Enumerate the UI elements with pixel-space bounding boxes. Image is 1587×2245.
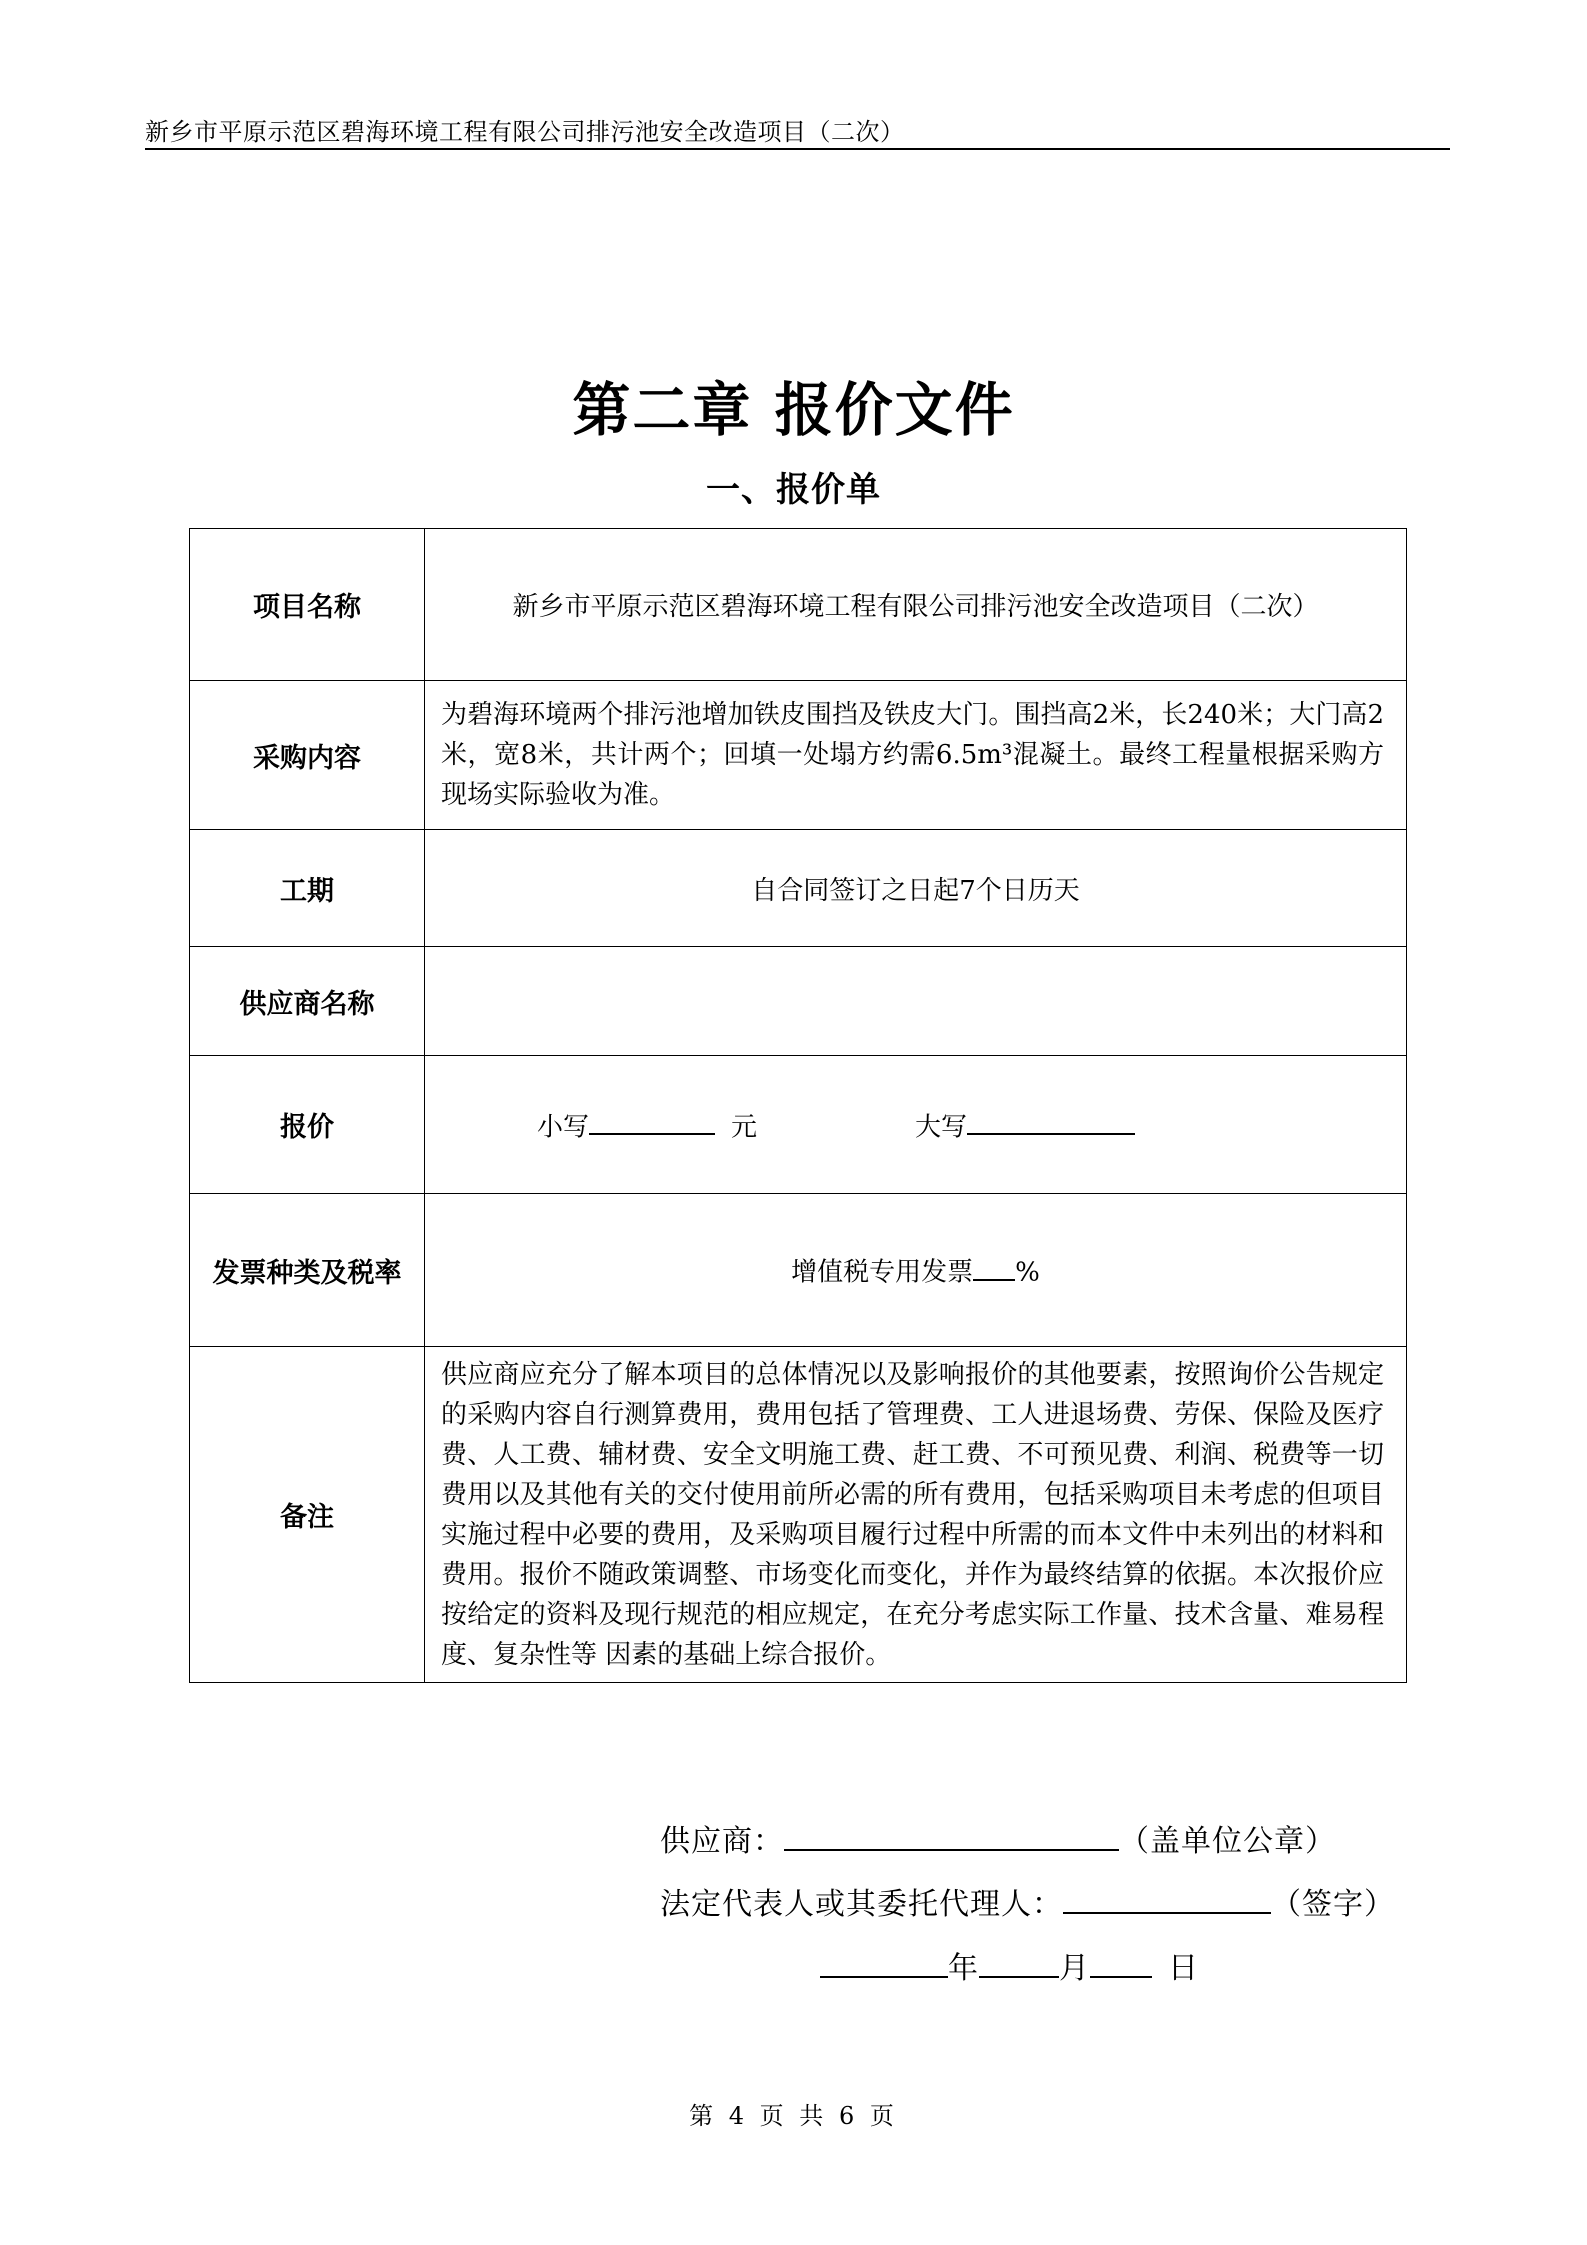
table-row	[190, 681, 1407, 830]
date-line	[820, 1943, 1199, 1987]
table-row	[190, 529, 1407, 681]
duration-label: 工期	[190, 830, 425, 947]
page-header: 新乡市平原示范区碧海环境工程有限公司排污池安全改造项目（二次）	[145, 118, 905, 146]
day-label: 日	[1168, 1951, 1199, 1986]
price-label: 报价	[190, 1056, 425, 1194]
tax-rate-suffix: %	[1015, 1257, 1040, 1288]
supplier-signature-line	[660, 1816, 1336, 1860]
price-line	[425, 1106, 1406, 1143]
price-lower-field[interactable]	[589, 1106, 715, 1135]
remarks-value: 供应商应充分了解本项目的总体情况以及影响报价的其他要素，按照询价公告规定的采购内容自行测算费用，费用包括了管理费、工人进退场费、劳保、保险及医疗费、人工费、辅材费、安全文明施工费、赶工费、不可预见费、利润、税费等一切费用以及其他有关的交付使用前所必需的所有费用，包括采购项目未考虑的但项目实施过程中必要的费用，及采购项目履行过程中所需的而本文件中未列出的材料和费用。报价不随政策调整、市场变化而变化，并作为最终结算的依据。本次报价应按给定的资料及现行规范的相应规定，在充分考虑实际工作量、技术含量、难易程度、复杂性等 因素的基础上综合报价。	[441, 1359, 1384, 1670]
duration-value: 自合同签订之日起7个日历天	[425, 830, 1407, 947]
supplier-sign-note: （盖单位公章）	[1119, 1824, 1336, 1859]
month-field[interactable]	[979, 1945, 1059, 1979]
price-lower-label: 小写	[537, 1112, 590, 1143]
table-row	[190, 830, 1407, 947]
project-name-value: 新乡市平原示范区碧海环境工程有限公司排污池安全改造项目（二次）	[425, 529, 1407, 681]
price-upper-label: 大写	[915, 1112, 968, 1143]
procurement-cell	[425, 681, 1407, 830]
representative-note: （签字）	[1271, 1887, 1395, 1922]
remarks-cell	[425, 1347, 1407, 1683]
month-label: 月	[1059, 1951, 1090, 1986]
remarks-label: 备注	[190, 1347, 425, 1683]
year-field[interactable]	[820, 1945, 948, 1979]
section-title: 一、报价单	[706, 470, 881, 510]
table-row	[190, 1194, 1407, 1347]
year-label: 年	[948, 1951, 979, 1986]
page-number: 第 4 页 共 6 页	[689, 2102, 898, 2130]
invoice-cell	[425, 1194, 1407, 1347]
representative-label: 法定代表人或其委托代理人：	[660, 1887, 1063, 1922]
tax-rate-field[interactable]	[973, 1251, 1015, 1280]
invoice-label: 发票种类及税率	[190, 1194, 425, 1347]
representative-sign-field[interactable]	[1063, 1881, 1271, 1915]
supplier-name-field[interactable]	[425, 947, 1407, 1056]
supplier-name-label: 供应商名称	[190, 947, 425, 1056]
chapter-title: 第二章 报价文件	[572, 376, 1015, 444]
procurement-value: 为碧海环境两个排污池增加铁皮围挡及铁皮大门。围挡高2米，长240米；大门高2米，宽8米，共计两个；回填一处塌方约需6.5m³混凝土。最终工程量根据采购方现场实际验收为准。	[441, 700, 1384, 810]
day-field[interactable]	[1090, 1945, 1152, 1979]
supplier-sign-label: 供应商：	[660, 1824, 784, 1859]
invoice-type: 增值税专用发票	[791, 1257, 974, 1288]
table-row	[190, 1347, 1407, 1683]
representative-signature-line	[660, 1879, 1395, 1923]
table-row	[190, 1056, 1407, 1194]
procurement-label: 采购内容	[190, 681, 425, 830]
price-unit: 元	[731, 1112, 758, 1143]
price-upper-field[interactable]	[967, 1106, 1135, 1135]
price-cell	[425, 1056, 1407, 1194]
project-name-label: 项目名称	[190, 529, 425, 681]
quotation-table	[189, 528, 1407, 1683]
header-rule	[145, 148, 1450, 150]
table-row	[190, 947, 1407, 1056]
supplier-seal-field[interactable]	[784, 1818, 1119, 1852]
